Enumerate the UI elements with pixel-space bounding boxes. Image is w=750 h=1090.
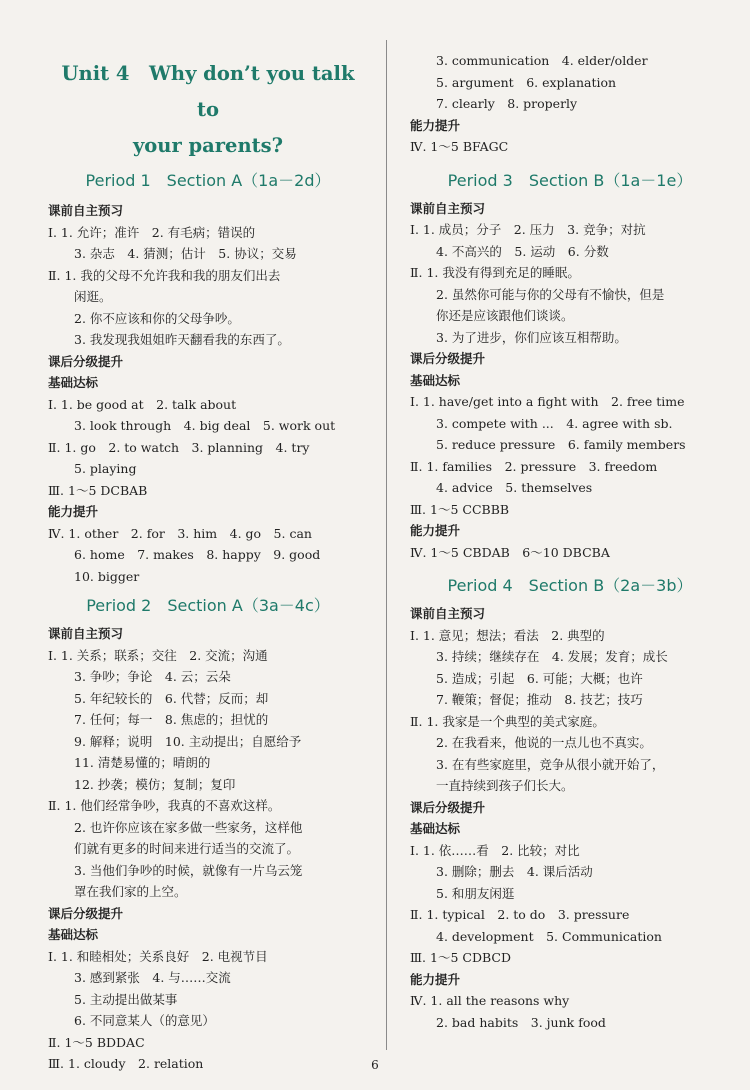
- answer-line: Ⅰ. 1. 依……看 2. 比较；对比: [410, 842, 580, 858]
- answer-line: 3. 删除；删去 4. 课后活动: [436, 864, 593, 879]
- answer-line: Ⅲ. 1～5 DCBAB: [48, 482, 148, 498]
- answer-line: Ⅳ. 1～5 CBDAB 6～10 DBCBA: [410, 544, 610, 560]
- section-heading: 课前自主预习: [410, 606, 486, 621]
- left-column: [48, 0, 368, 1075]
- answer-line: 你还是应该跟他们谈谈。: [436, 308, 574, 323]
- answer-line: 3. 杂志 4. 猜测；估计 5. 协议；交易: [74, 246, 297, 261]
- answer-line: 5. 造成；引起 6. 可能；大概；也许: [436, 670, 643, 686]
- answer-line: 3. communication 4. elder/older: [436, 53, 648, 68]
- answer-line: Ⅲ. 1～5 CDBCD: [410, 950, 511, 965]
- answer-line: Ⅱ. 1. 我的父母不允许我和我的朋友们出去: [48, 267, 281, 283]
- section-heading: 课前自主预习: [410, 200, 486, 216]
- answer-line: 3. 为了进步，你们应该互相帮助。: [436, 329, 627, 345]
- section-heading: 基础达标: [410, 372, 461, 388]
- answer-line: Ⅱ. 1. go 2. to watch 3. planning 4. try: [48, 439, 310, 455]
- answer-line: 3. 我发现我姐姐昨天翻看我的东西了。: [74, 332, 290, 347]
- section-heading: 课后分级提升: [410, 799, 486, 815]
- section-heading: 基础达标: [410, 821, 461, 836]
- unit-title-line-1: Unit 4 Why don’t you talk to: [61, 62, 355, 121]
- answer-line: 3. 感到紧张 4. 与……交流: [74, 970, 231, 985]
- answer-line: 罩在我们家的上空。: [74, 884, 187, 899]
- answer-line: 11. 清楚易懂的；晴朗的: [74, 755, 211, 770]
- answer-line: 3. compete with ... 4. agree with sb.: [436, 415, 673, 431]
- answer-line: 3. 争吵；争论 4. 云；云朵: [74, 669, 231, 684]
- section-heading: 能力提升: [410, 523, 461, 538]
- answer-line: 闲逛。: [74, 289, 112, 304]
- answer-line: Ⅰ. 1. 意见；想法；看法 2. 典型的: [410, 627, 605, 643]
- period-heading: Period 2 Section A（3a－4c）: [86, 596, 330, 615]
- answer-line: Ⅰ. 1. have/get into a fight with 2. free time: [410, 394, 685, 409]
- answer-line: Ⅱ. 1. families 2. pressure 3. freedom: [410, 458, 658, 474]
- answer-line: Ⅱ. 1. 我没有得到充足的睡眠。: [410, 265, 580, 280]
- answer-line: 3. 当他们争吵的时候，就像有一片乌云笼: [74, 862, 303, 878]
- answer-line: 4. advice 5. themselves: [436, 480, 593, 495]
- answer-line: 3. 在有些家庭里，竞争从很小就开始了，: [436, 756, 665, 772]
- answer-line: Ⅰ. 1. 关系；联系；交往 2. 交流；沟通: [48, 647, 268, 663]
- answer-line: 2. 在我看来，他说的一点儿也不真实。: [436, 735, 652, 750]
- answer-line: Ⅱ. 1. typical 2. to do 3. pressure: [410, 907, 630, 922]
- period-heading: Period 1 Section A（1a－2d）: [85, 171, 331, 190]
- answer-line: Ⅰ. 1. 允许；准许 2. 有毛病；错误的: [48, 224, 256, 240]
- section-heading: 能力提升: [410, 971, 461, 987]
- answer-line: Ⅳ. 1. all the reasons why: [410, 993, 570, 1008]
- unit-title-line-2: your parents?: [132, 134, 284, 157]
- section-heading: 能力提升: [410, 117, 461, 133]
- answer-line: Ⅱ. 1～5 BDDAC: [48, 1034, 145, 1050]
- answer-line: 9. 解释；说明 10. 主动提出；自愿给予: [74, 733, 302, 749]
- answer-line: 6. 不同意某人（的意见）: [74, 1013, 215, 1028]
- answer-line: Ⅳ. 1～5 BFAGC: [410, 139, 509, 154]
- answer-line: 12. 抄袭；模仿；复制；复印: [74, 776, 236, 792]
- answer-line: 5. 主动提出做某事: [74, 991, 178, 1007]
- answer-line: 们就有更多的时间来进行适当的交流了。: [74, 841, 300, 856]
- answer-line: 7. clearly 8. properly: [436, 96, 578, 111]
- answer-line: 5. 年纪较长的 6. 代替；反而；却: [74, 690, 269, 706]
- section-heading: 课后分级提升: [48, 353, 124, 369]
- section-heading: 能力提升: [48, 504, 99, 519]
- answer-line: 2. 虽然你可能与你的父母有不愉快，但是: [436, 286, 665, 302]
- section-heading: 课前自主预习: [48, 626, 124, 641]
- column-divider: [386, 40, 387, 1050]
- answer-line: Ⅳ. 1. other 2. for 3. him 4. go 5. can: [48, 525, 312, 541]
- page-number: 6: [371, 1058, 379, 1072]
- right-column: [410, 0, 730, 1033]
- answer-line: 7. 鞭策；督促；推动 8. 技艺；技巧: [436, 692, 643, 707]
- period-heading: Period 4 Section B（2a－3b）: [447, 576, 693, 595]
- answer-line: 2. 也许你应该在家多做一些家务，这样他: [74, 819, 303, 835]
- answer-line: 5. playing: [74, 461, 137, 476]
- section-heading: 基础达标: [48, 375, 99, 390]
- section-heading: 基础达标: [48, 927, 99, 942]
- period-heading: Period 3 Section B（1a－1e）: [447, 170, 693, 190]
- answer-line: 2. 你不应该和你的父母争吵。: [74, 310, 240, 326]
- section-heading: 课后分级提升: [48, 905, 124, 921]
- section-heading: 课前自主预习: [48, 203, 124, 218]
- answer-line: Ⅲ. 1. cloudy 2. relation: [48, 1056, 204, 1071]
- answer-line: 5. argument 6. explanation: [436, 74, 617, 90]
- answer-line: 6. home 7. makes 8. happy 9. good: [74, 547, 321, 562]
- answer-line: 5. 和朋友闲逛: [436, 885, 515, 901]
- answer-line: Ⅱ. 1. 他们经常争吵，我真的不喜欢这样。: [48, 798, 281, 813]
- answer-line: 3. look through 4. big deal 5. work out: [74, 418, 336, 433]
- answer-line: Ⅰ. 1. 成员；分子 2. 压力 3. 竞争；对抗: [410, 222, 646, 237]
- section-heading: 课后分级提升: [410, 351, 486, 366]
- answer-line: 5. reduce pressure 6. family members: [436, 437, 686, 452]
- answer-line: Ⅰ. 1. be good at 2. talk about: [48, 396, 237, 412]
- answer-line: 4. 不高兴的 5. 运动 6. 分数: [436, 243, 609, 259]
- answer-line: 一直持续到孩子们长大。: [436, 778, 574, 793]
- answer-line: 7. 任何；每一 8. 焦虑的；担忧的: [74, 712, 269, 727]
- unit-title: [48, 56, 368, 164]
- answer-line: Ⅰ. 1. 和睦相处；关系良好 2. 电视节目: [48, 948, 268, 964]
- answer-line: 3. 持续；继续存在 4. 发展；发育；成长: [436, 649, 668, 664]
- answer-line: Ⅱ. 1. 我家是一个典型的美式家庭。: [410, 713, 605, 729]
- answer-line: 10. bigger: [74, 568, 140, 584]
- answer-line: Ⅲ. 1～5 CCBBB: [410, 501, 510, 517]
- answer-line: 2. bad habits 3. junk food: [436, 1014, 606, 1030]
- answer-line: 4. development 5. Communication: [436, 928, 662, 944]
